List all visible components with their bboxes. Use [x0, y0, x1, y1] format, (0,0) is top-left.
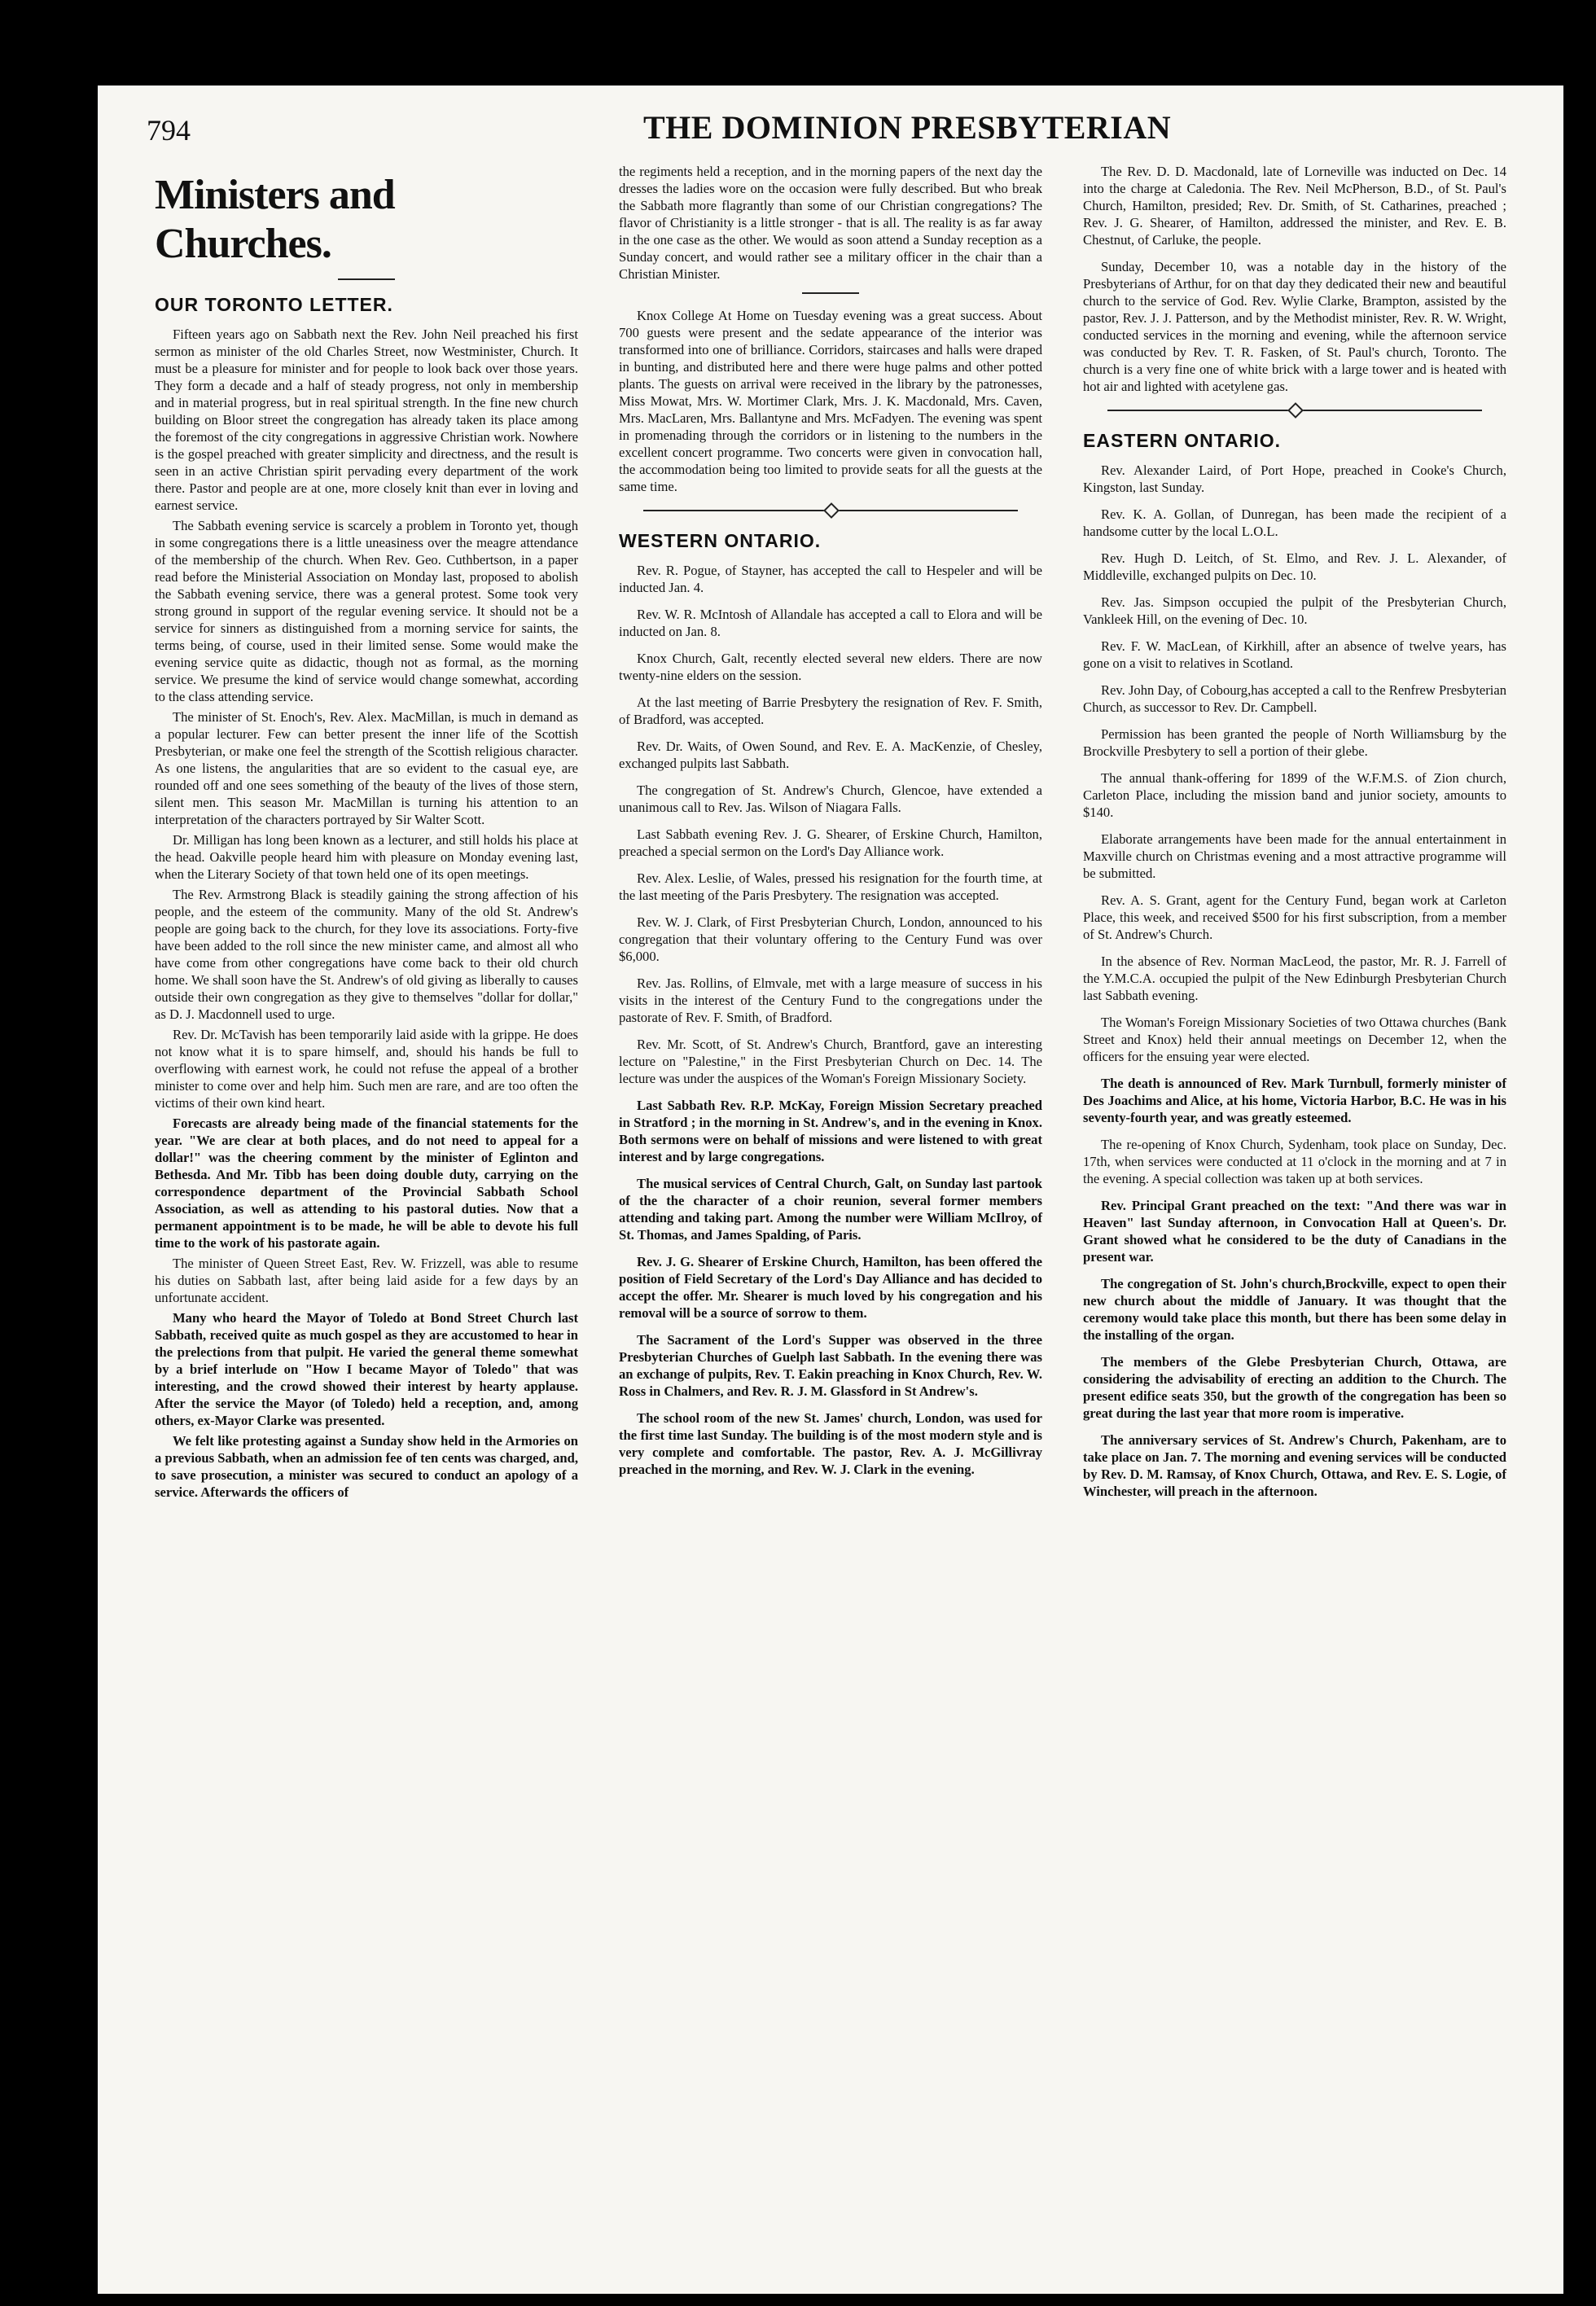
- paragraph: The congregation of St. Andrew's Church, Glencoe, have extended a unanimous call to Rev. Jas. Wilson of Niagara Falls.: [619, 783, 1042, 815]
- paragraph: Rev. Dr. Waits, of Owen Sound, and Rev. E. A. MacKenzie, of Chesley, exchanged pulpits last Sabbath.: [619, 739, 1042, 771]
- section-heading-eastern: EASTERN ONTARIO.: [1083, 430, 1282, 451]
- paragraph: Rev. Mr. Scott, of St. Andrew's Church, Brantford, gave an interesting lecture on "Palestine," in the First Presbyterian Church on Dec. 14. The lecture was under the auspices of the Woman's Foreign Missionary Society.: [619, 1037, 1042, 1086]
- paragraph: Fifteen years ago on Sabbath next the Rev. John Neil preached his first sermon as minister of the old Charles Street, now Westminister, Church. It must be a pleasure for minister and for people to look back over those years. They form a decade and a half of steady progress, not only in membership and in material progress, but in real spiritual strength. In the fine new church building on Bloor street the congregation has already taken its place among the foremost of the city congregations in aggressive Christian work. Nowhere is the gospel preached with greater simplicity and directness, and the result is seen in an active Christian spirit pervading every department of the work there. Pastor and people are at one, more closely knit than ever in loving and earnest service.: [155, 327, 578, 513]
- paragraph: The minister of Queen Street East, Rev. W. Frizzell, was able to resume his duties on Sabbath last, after being laid aside for a few days by an unfortunate accident.: [155, 1256, 578, 1305]
- paragraph: Rev. K. A. Gollan, of Dunregan, has been made the recipient of a handsome cutter by the local L.O.L.: [1083, 506, 1506, 539]
- paragraph: The congregation of St. John's church,Brockville, expect to open their new church about the middle of January. It was thought that the ceremony would take place this month, but there has been some delay in the installing of the organ.: [1083, 1276, 1506, 1343]
- paragraph: Rev. A. S. Grant, agent for the Century Fund, began work at Carleton Place, this week, and received $500 for his first subscription, from a member of St. Andrew's Church.: [1083, 892, 1506, 942]
- paragraph: Rev. W. R. McIntosh of Allandale has accepted a call to Elora and will be inducted on Jan. 8.: [619, 607, 1042, 639]
- paragraph: Rev. Alex. Leslie, of Wales, pressed his resignation for the fourth time, at the last meeting of the Paris Presbytery. The resignation was accepted.: [619, 870, 1042, 903]
- page-number: 794: [147, 114, 191, 147]
- paragraph: Rev. Alexander Laird, of Port Hope, preached in Cooke's Church, Kingston, last Sunday.: [1083, 463, 1506, 495]
- ornament-divider: [1107, 405, 1482, 416]
- page-heading: Ministers and Churches.: [155, 172, 395, 267]
- paragraph: Rev. J. G. Shearer of Erskine Church, Hamilton, has been offered the position of Field Secretary of the Lord's Day Alliance and has decided to accept the offer. Mr. Shearer is much loved by his congregation and his removal will be a source of sorrow to them.: [619, 1254, 1042, 1321]
- column-1: [155, 155, 578, 1504]
- paragraph: We felt like protesting against a Sunday show held in the Armories on a previous Sabbath, when an admission fee of ten cents was charged, and, to save prosecution, a minister was secured to conduct an apology of a service. Afterwards the officers of: [155, 1433, 578, 1500]
- paragraph: the regiments held a reception, and in the morning papers of the next day the dresses the ladies wore on the occasion were fully described. But who break the Sabbath more flagrantly than some of our Christian congregations? The flavor of Christianity is a little stronger - that is all. The reality is as far away in the one case as the other. We would as soon attend a Sunday reception as a Sunday concert, and would rather see a military officer in the chair than a Christian Minister.: [619, 164, 1042, 282]
- paragraph: Dr. Milligan has long been known as a lecturer, and still holds his place at the head. Oakville people heard him with pleasure on Monday evening last, when the Literary Society of that town held one of its open meetings.: [155, 832, 578, 882]
- paragraph: The Woman's Foreign Missionary Societies of two Ottawa churches (Bank Street and Knox) held their annual meetings on December 12, when the officers for the ensuing year were elected.: [1083, 1015, 1506, 1064]
- paper-title: THE DOMINION PRESBYTERIAN: [643, 109, 1172, 146]
- paragraph: Elaborate arrangements have been made for the annual entertainment in Maxville church on Christmas evening and a most attractive programme will be submitted.: [1083, 831, 1506, 881]
- paragraph: The Sabbath evening service is scarcely a problem in Toronto yet, though in some congregations there is a little uneasiness over the meagre attendance of the membership of the church. When Rev. Geo. Cuthbertson, in a paper read before the Ministerial Association on Monday last, proposed to abolish the Sabbath evening service, there was a general protest. Some took very strong ground in support of the regular evening service. It should not be a service for sinners as distinguished from a morning service for saints, the terms being, of course, used in their limited sense. Some would make the evening service quite as didactic, though not as formal, as the morning service. We presume the kind of service would change somewhat, according to the class attending service.: [155, 518, 578, 704]
- paragraph: The re-opening of Knox Church, Sydenham, took place on Sunday, Dec. 17th, when services were conducted at 11 o'clock in the morning and at 7 in the evening. A special collection was taken up at both services.: [1083, 1137, 1506, 1186]
- paragraph: Rev. Jas. Simpson occupied the pulpit of the Presbyterian Church, Vankleek Hill, on the evening of Dec. 10.: [1083, 594, 1506, 627]
- paragraph: The minister of St. Enoch's, Rev. Alex. MacMillan, is much in demand as a popular lecturer. Few can better present the inner life of the Scottish Presbyterian, or make one feel the strength of the Scottish religious character. As one listens, the angularities that are so evident to the casual eye, are rounded off and one sees something of the beauty of the lives of those stern, silent men. This season Mr. MacMillan is turning his attention to an interpretation of the characters portrayed by Sir Walter Scott.: [155, 709, 578, 827]
- paragraph: The anniversary services of St. Andrew's Church, Pakenham, are to take place on Jan. 7. The morning and evening services will be conducted by Rev. D. M. Ramsay, of Knox Church, Ottawa, and Rev. E. S. Logie, of Winchester, will preach in the afternoon.: [1083, 1432, 1506, 1499]
- paragraph: In the absence of Rev. Norman MacLeod, the pastor, Mr. R. J. Farrell of the Y.M.C.A. occupied the pulpit of the New Edinburgh Presbyterian Church last Sabbath evening.: [1083, 954, 1506, 1003]
- column-2: [619, 163, 1042, 1488]
- paragraph: The Sacrament of the Lord's Supper was observed in the three Presbyterian Churches of Guelph last Sabbath. In the evening there was an exchange of pulpits, Rev. T. Eakin preaching in Knox Church, Rev. W. Ross in Chalmers, and Rev. R. J. M. Glassford in St Andrew's.: [619, 1332, 1042, 1399]
- section-heading-western: WESTERN ONTARIO.: [619, 530, 822, 551]
- paragraph: Rev. Principal Grant preached on the text: "And there was war in Heaven" last Sunday afternoon, in Convocation Hall at Queen's. Dr. Grant showed what he considered to be the duty of Canadians in the present war.: [1083, 1198, 1506, 1265]
- paragraph: At the last meeting of Barrie Presbytery the resignation of Rev. F. Smith, of Bradford, was accepted.: [619, 695, 1042, 727]
- paragraph: The members of the Glebe Presbyterian Church, Ottawa, are considering the advisability of erecting an addition to the Church. The present edifice seats 350, but the growth of the congregation has been so great during the last year that more room is imperative.: [1083, 1354, 1506, 1421]
- paragraph: Last Sabbath evening Rev. J. G. Shearer, of Erskine Church, Hamilton, preached a special sermon on the Lord's Day Alliance work.: [619, 826, 1042, 859]
- paragraph: The annual thank-offering for 1899 of the W.F.M.S. of Zion church, Carleton Place, including the mission band and junior society, amounts to $140.: [1083, 770, 1506, 820]
- paragraph: Rev. W. J. Clark, of First Presbyterian Church, London, announced to his congregation that their voluntary offering to the Century Fund was over $6,000.: [619, 914, 1042, 964]
- paragraph: Rev. Jas. Rollins, of Elmvale, met with a large measure of success in his visits in the interest of the Century Fund to the congregations under the pastorate of Rev. F. Smith, of Bradford.: [619, 975, 1042, 1025]
- paragraph: Rev. R. Pogue, of Stayner, has accepted the call to Hespeler and will be inducted Jan. 4.: [619, 563, 1042, 595]
- paragraph: Rev. Hugh D. Leitch, of St. Elmo, and Rev. J. L. Alexander, of Middleville, exchanged pulpits on Dec. 10.: [1083, 550, 1506, 583]
- paragraph: The Rev. Armstrong Black is steadily gaining the strong affection of his people, and the esteem of the community. Many of the old St. Andrew's people are going back to the church, for they love its associations. Forty-five have been added to the roll since the new minister came, and almost all who have come from other congregations have come back to their old church home. We shall soon have the St. Andrew's of old giving as liberally to causes outside their own congregation as they give to themselves "dollar for dollar," as D. J. Macdonnell used to urge.: [155, 887, 578, 1022]
- page-header: [147, 108, 1515, 157]
- paragraph: Many who heard the Mayor of Toledo at Bond Street Church last Sabbath, received quite as much gospel as they are accustomed to hear in the prelections from that pulpit. He varied the general theme somewhat by a brief interlude on "How I became Mayor of Toledo" that was interesting, and the crowd showed their interest by hearty applause. After the service the Mayor (of Toledo) held a reception, and, among others, ex-Mayor Clarke was presented.: [155, 1310, 578, 1428]
- section-heading-toronto: OUR TORONTO LETTER.: [155, 294, 393, 315]
- paragraph: Rev. F. W. MacLean, of Kirkhill, after an absence of twelve years, has gone on a visit to relatives in Scotland.: [1083, 638, 1506, 671]
- divider: [802, 292, 859, 294]
- paragraph: Sunday, December 10, was a notable day in the history of the Presbyterians of Arthur, for on that day they dedicated their new and beautiful church to the service of God. Rev. Wylie Clarke, Brampton, assisted by the pastor, Rev. J. J. Patterson, and by the Methodist minister, Rev. R. W. Wright, conducted services in the morning and evening, while the afternoon service was conducted by Rev. T. R. Fasken, of St. Paul's church, Toronto. The church is a very fine one of white brick with a large tower and is heated with hot air and lighted with acetylene gas.: [1083, 259, 1506, 394]
- paragraph: Knox College At Home on Tuesday evening was a great success. About 700 guests were present and the sedate appearance of the interior was transformed into one of brilliance. Corridors, staircases and halls were draped in bunting, and distributed here and there were huge palms and other potted plants. The guests on arrival were received in the library by the patronesses, Miss Mowat, Mrs. W. Mortimer Clark, Mrs. J. K. Macdonald, Mrs. Caven, Mrs. MacLaren, Mrs. Ballantyne and Mrs. McFadyen. The evening was spent in promenading through the corridors or in listening to the numbers in the excellent concert programme. Two concerts were given in convocation hall, the accommodation being too limited to provide seats for all the guests at the same time.: [619, 308, 1042, 494]
- paragraph: Forecasts are already being made of the financial statements for the year. "We are clear at both places, and do not need to appeal for a dollar!" was the cheering comment by the minister of Eglinton and Bethesda. And Mr. Tibb has been doing double duty, carrying on the correspondence department of the Provincial Sabbath School Association, as well as attending to his pastoral duties. Now that a permanent appointment is to be made, he will be able to devote his full time to the work of his pastorate again.: [155, 1116, 578, 1251]
- column-3: [1083, 163, 1506, 1510]
- paragraph: The school room of the new St. James' church, London, was used for the first time last Sunday. The building is of the most modern style and is very complete and comfortable. The pastor, Rev. A. J. McGillivray preached in the morning, and Rev. W. J. Clark in the evening.: [619, 1410, 1042, 1477]
- ornament-divider: [643, 505, 1018, 516]
- paragraph: Knox Church, Galt, recently elected several new elders. There are now twenty-nine elders on the session.: [619, 651, 1042, 683]
- newspaper-page: [98, 85, 1563, 2294]
- paragraph: Permission has been granted the people of North Williamsburg by the Brockville Presbytery to sell a portion of their glebe.: [1083, 726, 1506, 759]
- paragraph: Rev. Dr. McTavish has been temporarily laid aside with la grippe. He does not know what it is to spare himself, and, should his hands be full to overflowing with earnest work, he could not refuse the appeal of a brother minister to come over and help him. Such men are rare, and are too often the victims of their own kind heart.: [155, 1027, 578, 1111]
- paragraph: The death is announced of Rev. Mark Turnbull, formerly minister of Des Joachims and Alice, at his home, Victoria Harbor, B.C. He was in his seventy-fourth year, and was greatly esteemed.: [1083, 1076, 1506, 1125]
- paragraph: The musical services of Central Church, Galt, on Sunday last partook of the the character of a choir reunion, several former members attending and taking part. Among the number were William McIlroy, of St. Thomas, and James Spalding, of Paris.: [619, 1176, 1042, 1243]
- paragraph: Last Sabbath Rev. R.P. McKay, Foreign Mission Secretary preached in Stratford ; in the morning in St. Andrew's, and in the evening in Knox. Both sermons were on behalf of missions and were listened to with great interest and by large congregations.: [619, 1098, 1042, 1164]
- divider: [338, 278, 395, 280]
- paragraph: The Rev. D. D. Macdonald, late of Lorneville was inducted on Dec. 14 into the charge at Caledonia. The Rev. Neil McPherson, B.D., of St. Paul's Church, Hamilton, presided; Rev. Dr. Smith, of St. Catharines, preached ; Rev. J. G. Shearer, of Hamilton, addressed the minister, and Rev. E. B. Chestnut, of Carluke, the people.: [1083, 164, 1506, 248]
- paragraph: Rev. John Day, of Cobourg,has accepted a call to the Renfrew Presbyterian Church, as successor to Rev. Dr. Campbell.: [1083, 682, 1506, 715]
